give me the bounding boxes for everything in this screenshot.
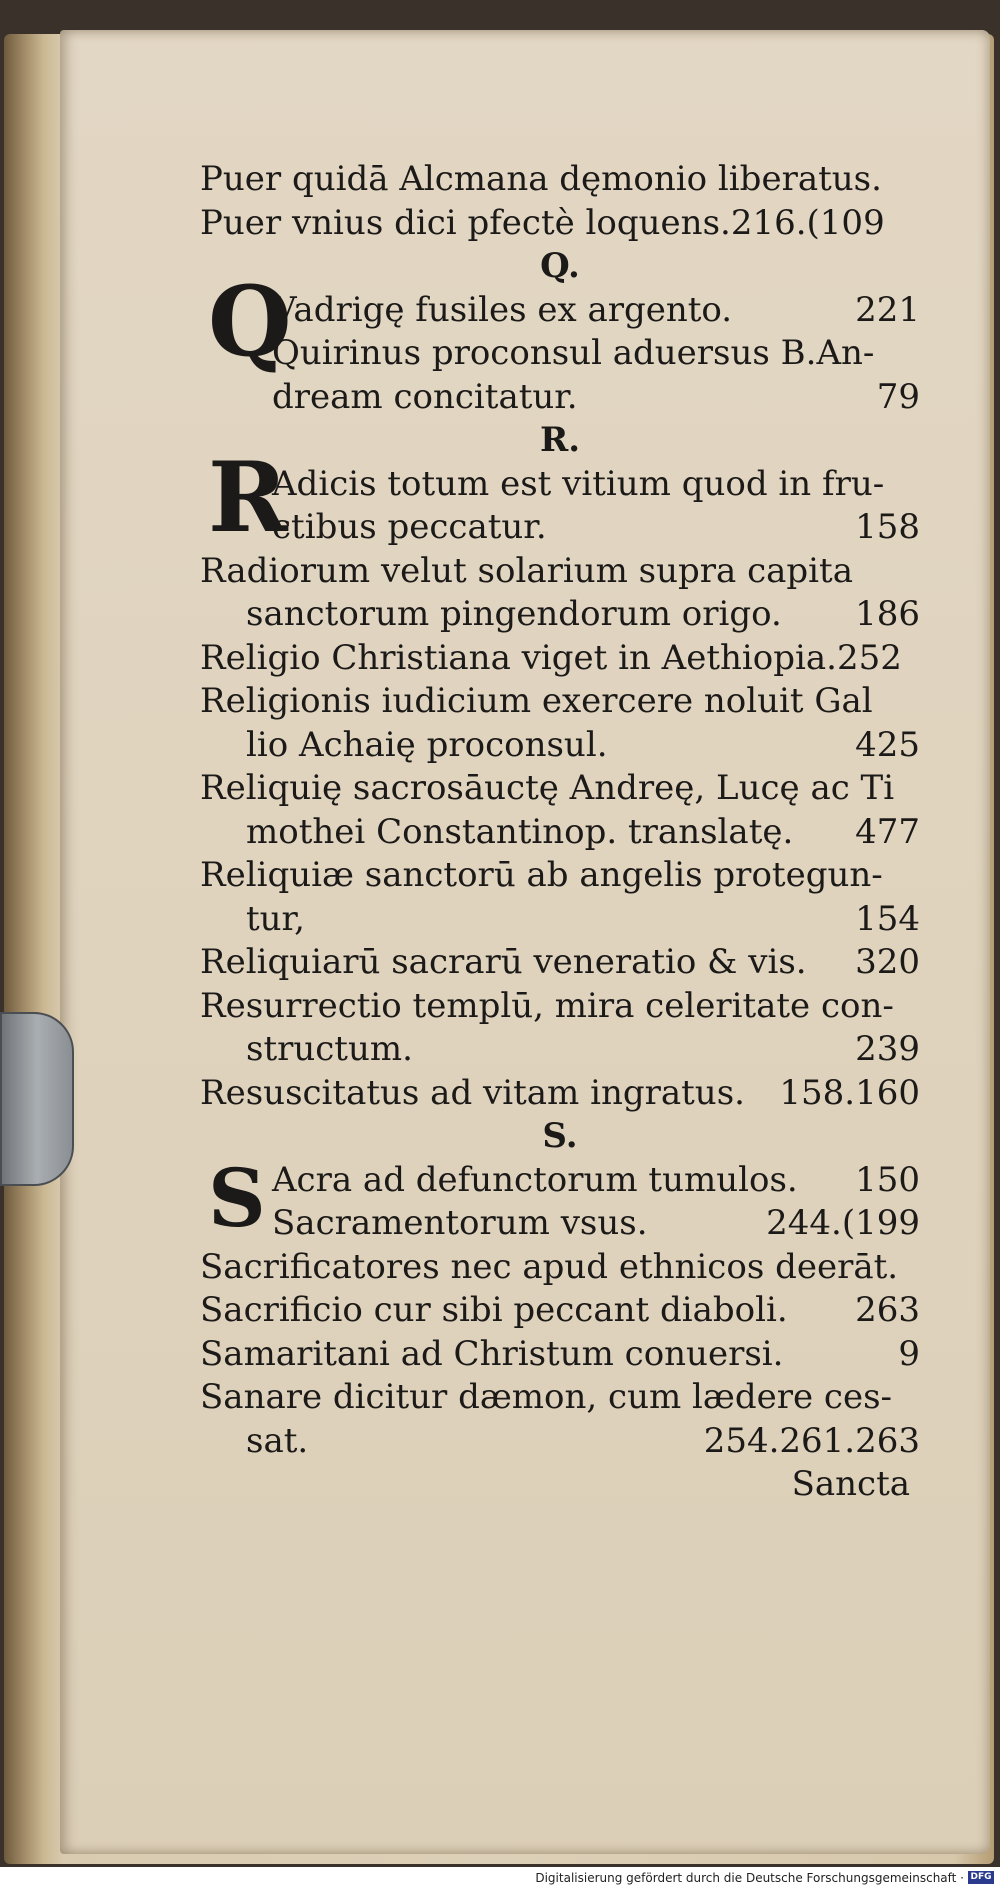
entry-page: 186 <box>855 594 920 634</box>
entry-text: Vadrigę fusiles ex argento. <box>272 289 733 330</box>
index-entry <box>200 811 920 855</box>
entry-text: Reliquiæ sanctorū ab angelis protegun- <box>200 855 883 895</box>
entry-text: tur, <box>246 898 305 939</box>
index-entry <box>200 506 920 550</box>
index-entry <box>200 898 920 942</box>
entry-text: Reliquię sacrosāuctę Andreę, Lucę ac Ti <box>200 768 895 808</box>
entry-page: 320 <box>855 942 920 982</box>
catchword-line <box>200 1463 920 1507</box>
entry-text: Sacramentorum vsus. <box>272 1203 648 1243</box>
entry-page: 9 <box>898 1333 920 1374</box>
digitization-footer <box>0 1867 1000 1889</box>
entry-text: Resuscitatus ad vitam ingratus. <box>200 1072 745 1113</box>
entry-page: 244.(199 <box>766 1203 920 1243</box>
dfg-logo-icon: DFG <box>968 1871 994 1884</box>
index-entry <box>200 376 920 420</box>
entry-text: Samaritani ad Christum conuersi. <box>200 1333 784 1374</box>
section-heading-q: Q. <box>540 246 580 286</box>
dropcap-s: S <box>208 1150 266 1245</box>
index-entry <box>200 854 920 898</box>
dropcap-q: Q <box>208 264 292 378</box>
entry-text: Puer quidā Alcmana dęmonio liberatus. <box>200 159 882 199</box>
entry-page: 254.261.263 <box>703 1420 920 1461</box>
entry-page: 425 <box>855 724 920 765</box>
entry-page: 158 <box>855 507 920 547</box>
entry-page: 477 <box>855 811 920 852</box>
index-entry <box>200 332 920 376</box>
index-entry <box>200 593 920 637</box>
footer-credit: Digitalisierung gefördert durch die Deutsche Forschungsgemeinschaft · <box>535 1871 964 1885</box>
entry-text: Sacrificatores nec apud ethnicos deerāt. <box>200 1246 899 1287</box>
entry-text: sat. <box>246 1420 309 1461</box>
entry-text: Puer vnius dici pfectè loquens.216.(109 <box>200 202 885 243</box>
index-entry <box>200 1333 920 1377</box>
index-entry <box>200 637 920 681</box>
index-entry <box>200 767 920 811</box>
entry-text: Adicis totum est vitium quod in fru- <box>272 463 885 504</box>
entry-page: 154 <box>855 898 920 939</box>
index-entry <box>200 463 920 507</box>
index-entry <box>200 202 920 246</box>
index-entry <box>200 550 920 594</box>
catchword: Sancta <box>791 1464 910 1504</box>
entry-text: structum. <box>246 1029 413 1069</box>
index-entry <box>200 724 920 768</box>
index-entry <box>200 289 920 333</box>
index-entry <box>200 158 920 202</box>
entry-text: mothei Constantinop. translatę. <box>246 811 794 852</box>
entry-text: Reliquiarū sacrarū veneratio & vis. <box>200 942 807 982</box>
index-entry <box>200 1420 920 1464</box>
entry-text: Resurrectio templū, mira celeritate con- <box>200 985 894 1026</box>
index-entry <box>200 1072 920 1116</box>
entry-page: 79 <box>876 376 920 417</box>
entry-text: sanctorum pingendorum origo. <box>246 594 782 634</box>
index-entry <box>200 985 920 1029</box>
entry-text: lio Achaię proconsul. <box>246 724 608 765</box>
dropcap-r: R <box>208 440 288 554</box>
index-entry <box>200 1376 920 1420</box>
index-text <box>200 158 920 1507</box>
section-q <box>200 264 920 420</box>
section-s <box>200 1150 920 1464</box>
entry-text: Sacrificio cur sibi peccant diaboli. <box>200 1290 788 1330</box>
entry-text: ctibus peccatur. <box>272 507 547 547</box>
entry-page: 221 <box>855 289 920 330</box>
section-heading-s: S. <box>542 1116 578 1156</box>
index-entry <box>200 680 920 724</box>
entry-page: 150 <box>855 1159 920 1200</box>
entry-text: Religionis iudicium exercere noluit Gal <box>200 681 873 721</box>
entry-text: Radiorum velut solarium supra capita <box>200 550 853 591</box>
index-entry <box>200 1246 920 1290</box>
clasp-strap <box>0 1012 74 1186</box>
section-heading-r: R. <box>539 420 581 460</box>
entry-page: 158.160 <box>779 1072 920 1113</box>
entry-text: Religio Christiana viget in Aethiopia.252 <box>200 637 902 678</box>
index-entry <box>200 1159 920 1203</box>
entry-text: Acra ad defunctorum tumulos. <box>272 1159 798 1200</box>
section-r <box>200 440 920 1116</box>
entry-page: 263 <box>855 1290 920 1330</box>
entry-text: Sanare dicitur dæmon, cum lædere ces- <box>200 1377 893 1417</box>
entry-text: dream concitatur. <box>272 376 578 417</box>
index-entry <box>200 1289 920 1333</box>
index-entry <box>200 1028 920 1072</box>
index-entry <box>200 941 920 985</box>
entry-text: Quirinus proconsul aduersus B.An- <box>272 333 875 373</box>
entry-page: 239 <box>855 1029 920 1069</box>
index-entry <box>200 1202 920 1246</box>
